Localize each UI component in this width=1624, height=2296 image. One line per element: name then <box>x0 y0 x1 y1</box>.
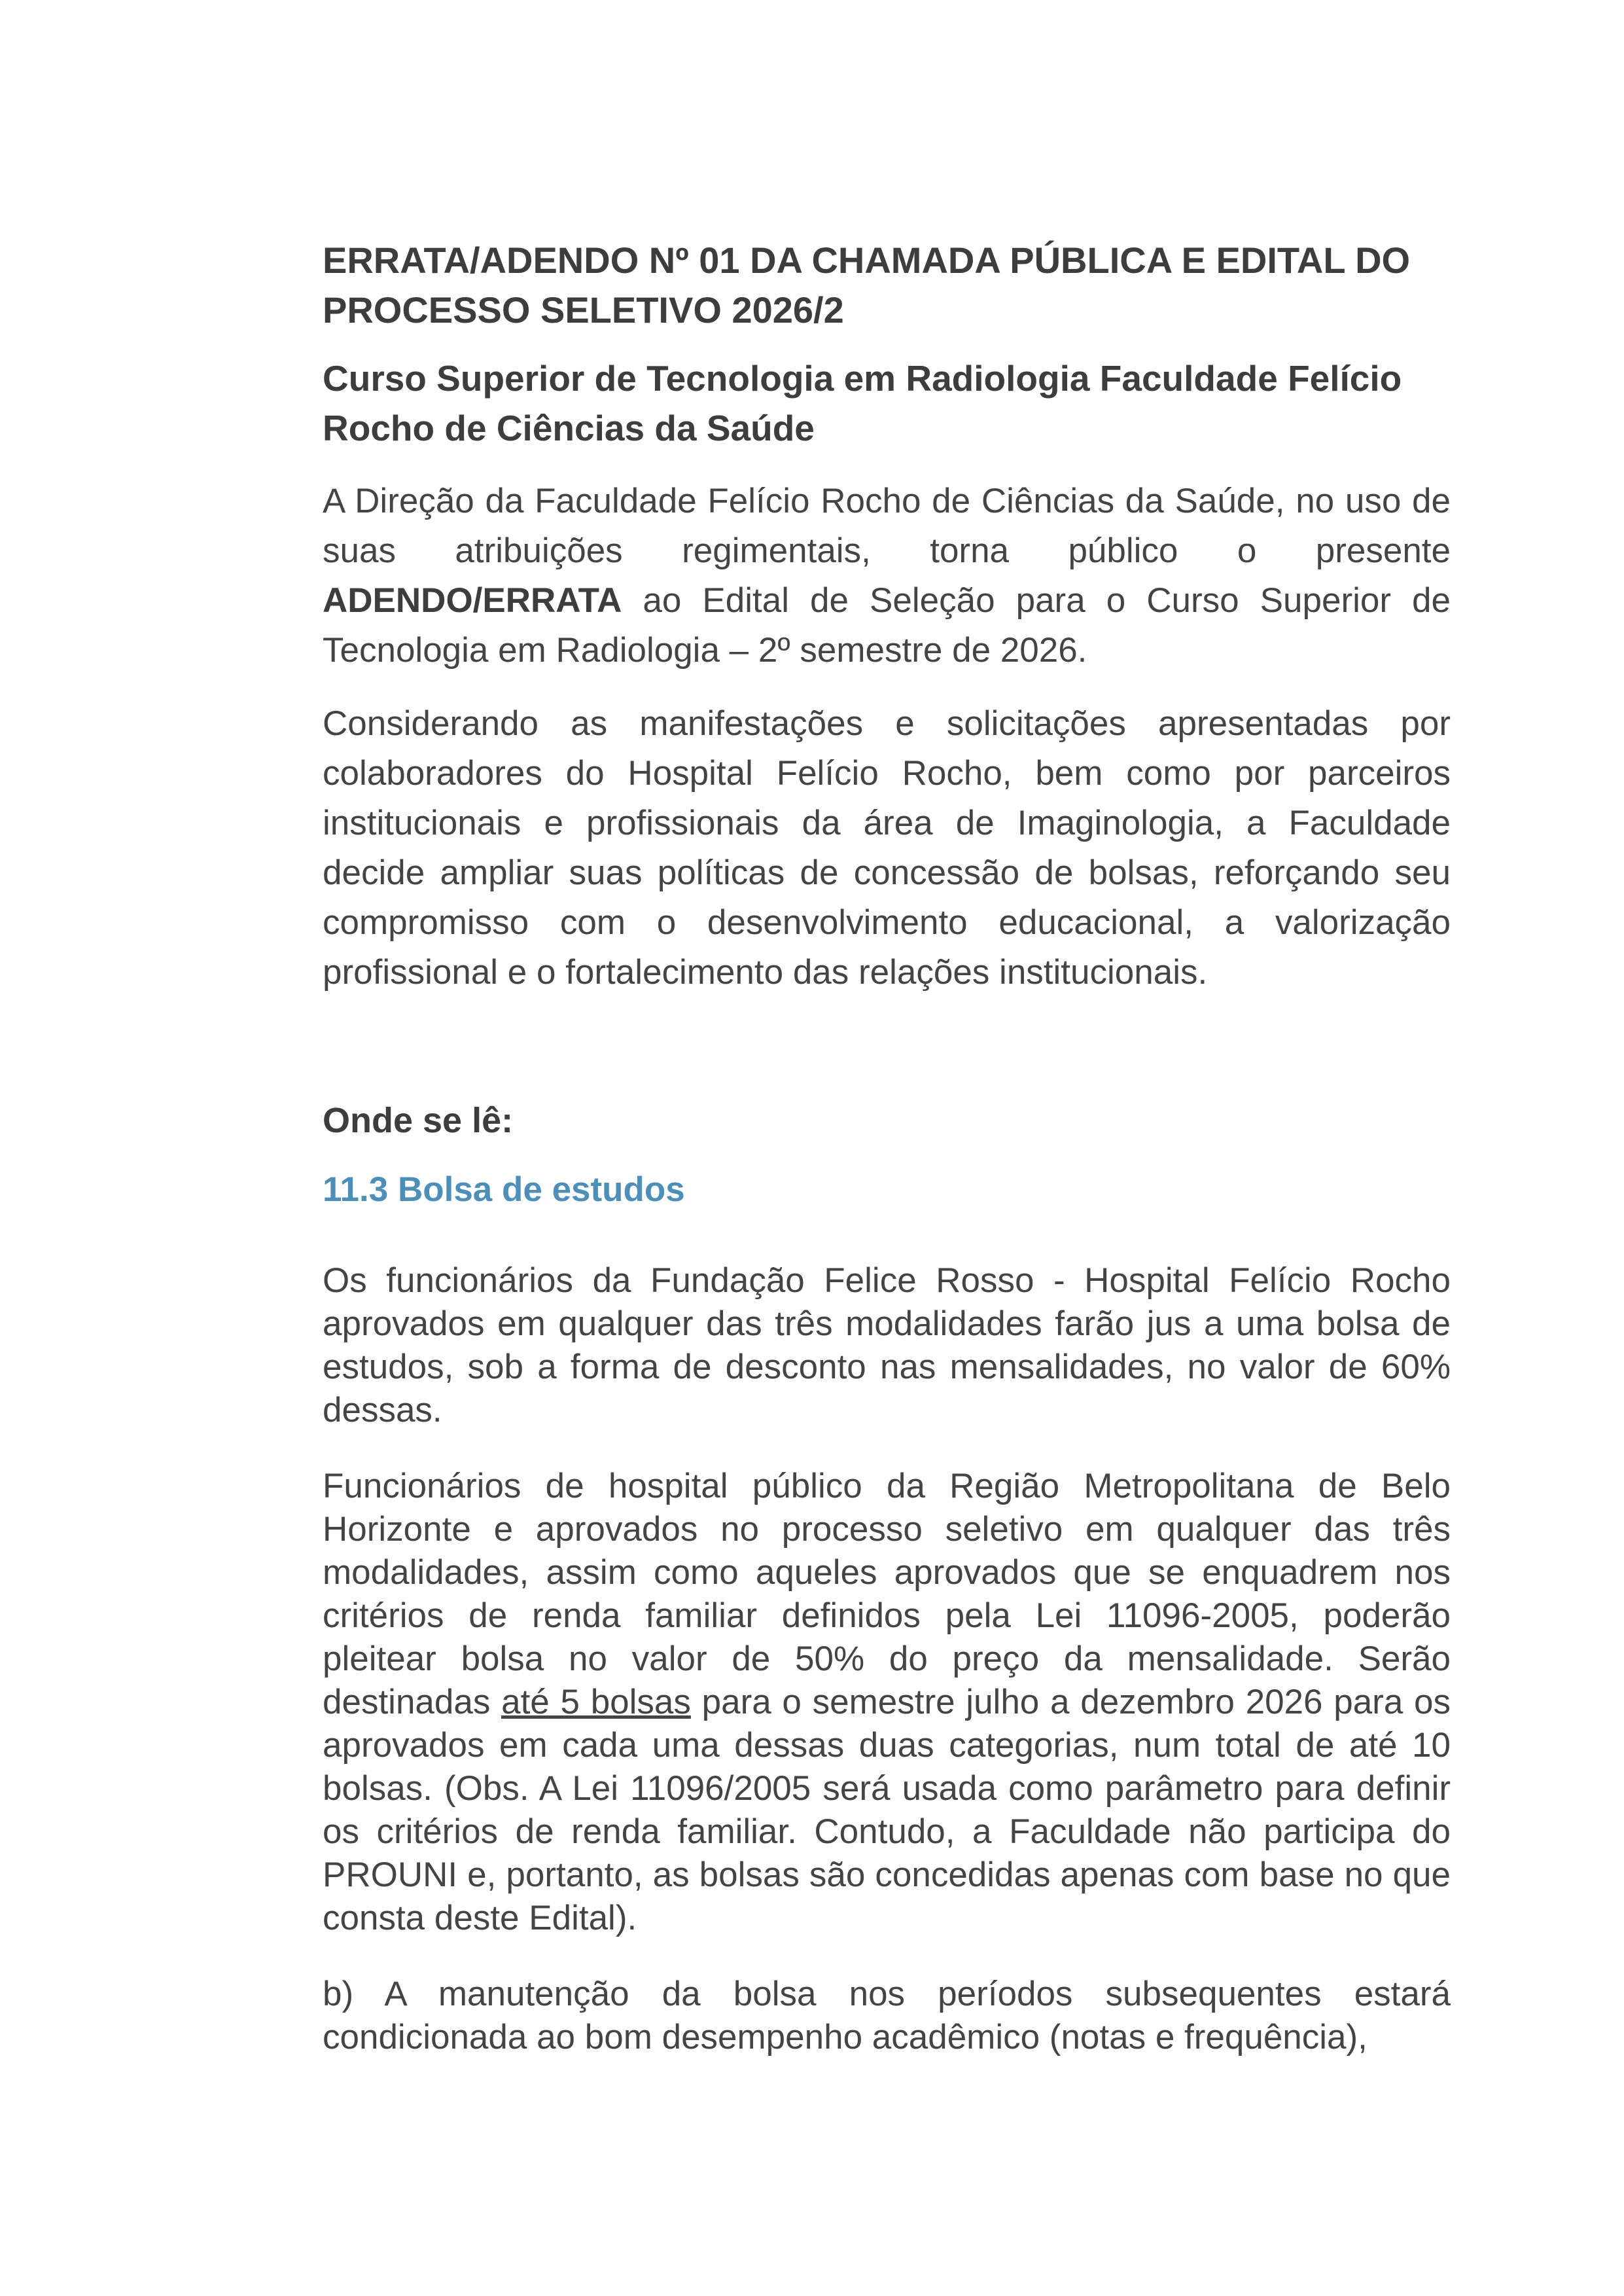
document-subtitle: Curso Superior de Tecnologia em Radiologia Faculdade Felício Rocho de Ciências da Saúde <box>323 358 1402 448</box>
public-text-after: para o semestre julho a dezembro 2026 para os aprovados em cada uma dessas duas categorias, num total de até 10 bolsas. (Obs. A Lei 11096/2005 será usada como parâmetro para definir os critérios de renda familiar. Contudo, a Faculdade não participa do PROUNI e, portanto, as bolsas são concedidas apenas com base no que consta deste Edital). <box>323 1683 1451 1937</box>
considering-paragraph: Considerando as manifestações e solicitações apresentadas por colaboradores do Hospital Felício Rocho, bem como por parceiros institucionais e profissionais da área de Imaginologia, a Faculdade decide ampliar suas políticas de concessão de bolsas, reforçando seu compromisso com o desenvolvimento educacional, a valorização profissional e o fortalecimento das relações institucionais. <box>323 704 1451 992</box>
intro-text-after: ao Edital de Seleção para o Curso Superior de Tecnologia em Radiologia – 2º semestre de 2026. <box>323 581 1451 670</box>
item-b-paragraph: b) A manutenção da bolsa nos períodos subsequentes estará condicionada ao bom desempenho acadêmico (notas e frequência), <box>323 1975 1451 2056</box>
intro-paragraph <box>323 476 1451 675</box>
intro-text-before: A Direção da Faculdade Felício Rocho de Ciências da Saúde, no uso de suas atribuições regimentais, torna público o presente <box>323 482 1451 570</box>
intro-emphasis: ADENDO/ERRATA <box>323 581 622 620</box>
document-page <box>323 236 1451 2059</box>
section-heading: Onde se lê: <box>323 1101 514 1140</box>
employees-paragraph: Os funcionários da Fundação Felice Rosso - Hospital Felício Rocho aprovados em qualquer das três modalidades farão jus a uma bolsa de estudos, sob a forma de desconto nas mensalidades, no valor de 60% dessas. <box>323 1261 1451 1429</box>
clause-title: 11.3 Bolsa de estudos <box>323 1170 685 1209</box>
underlined-scholarship-count: até 5 bolsas <box>501 1683 691 1721</box>
public-hospital-paragraph <box>323 1465 1451 1940</box>
public-text-before: Funcionários de hospital público da Região Metropolitana de Belo Horizonte e aprovados no processo seletivo em qualquer das três modalidades, assim como aqueles aprovados que se enquadrem nos critérios de renda familiar definidos pela Lei 11096-2005, poderão pleitear bolsa no valor de 50% do preço da mensalidade. Serão destinadas <box>323 1467 1451 1721</box>
document-title: ERRATA/ADENDO Nº 01 DA CHAMADA PÚBLICA E EDITAL DO PROCESSO SELETIVO 2026/2 <box>323 240 1411 331</box>
